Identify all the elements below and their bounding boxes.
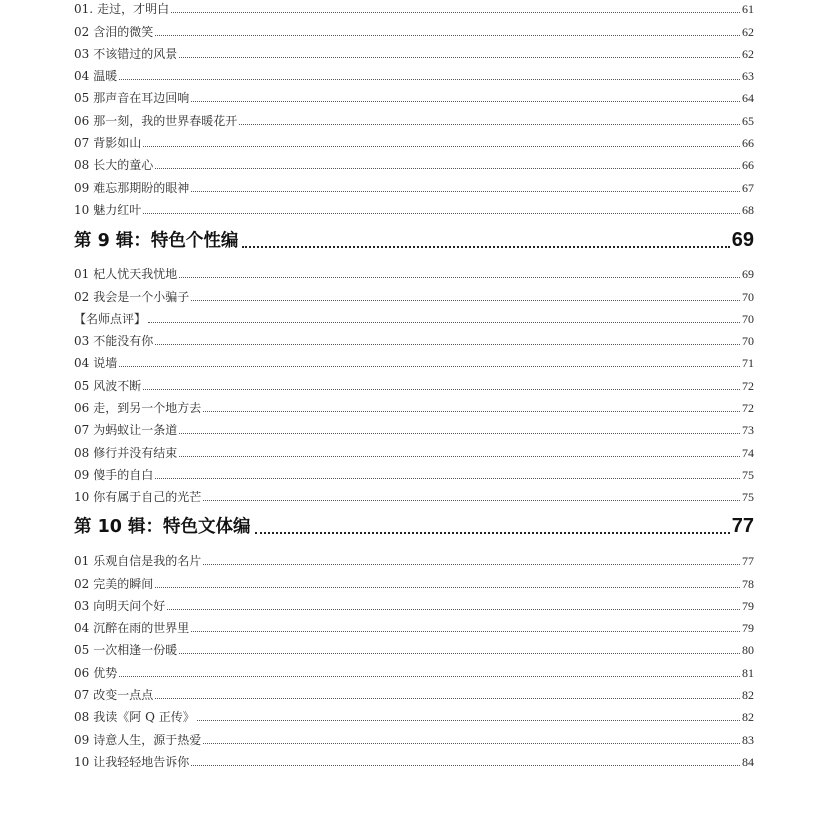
entry-title: 乐观自信是我的名片: [93, 554, 202, 569]
dot-leader: [155, 587, 740, 588]
toc-section-8-entries: [74, 0, 754, 217]
dot-leader: [203, 411, 740, 412]
dot-leader: [155, 478, 740, 479]
entry-title: 为蚂蚁让一条道: [93, 423, 178, 438]
dot-leader: [119, 79, 740, 80]
entry-title: 风波不断: [93, 378, 142, 393]
entry-page: 72: [742, 378, 754, 393]
dot-leader: [143, 146, 740, 147]
entry-title: 优势: [93, 665, 118, 680]
entry-title: 完美的瞬间: [93, 576, 154, 591]
toc-entry[interactable]: [74, 61, 754, 83]
toc-entry[interactable]: [74, 195, 754, 217]
entry-page: 70: [742, 311, 754, 326]
chapter-heading-9[interactable]: [74, 226, 754, 252]
toc-entry[interactable]: [74, 415, 754, 437]
entry-title: 背影如山: [93, 136, 142, 151]
entry-number: 08: [74, 710, 90, 725]
entry-number: 06: [74, 665, 90, 680]
entry-page: 68: [742, 202, 754, 217]
chapter-title: 第 9 辑：特色个性编: [74, 231, 239, 251]
entry-number: 01.: [74, 2, 94, 17]
entry-number: 09: [74, 180, 90, 195]
entry-title: 修行并没有结束: [93, 445, 178, 460]
entry-page: 82: [742, 710, 754, 725]
entry-number: 04: [74, 356, 90, 371]
entry-page: 69: [742, 267, 754, 282]
toc-entry[interactable]: [74, 657, 754, 679]
chapter-heading-10[interactable]: [74, 512, 754, 538]
entry-page: 84: [742, 754, 754, 769]
entry-title: 你有属于自己的光芒: [93, 490, 202, 505]
entry-page: 79: [742, 598, 754, 613]
entry-number: 04: [74, 69, 90, 84]
dot-leader: [255, 532, 730, 534]
dot-leader: [191, 300, 740, 301]
chapter-page: 77: [731, 515, 754, 537]
toc-entry[interactable]: [74, 304, 754, 326]
dot-leader: [155, 698, 740, 699]
entry-title: 我读《阿 Q 正传》: [93, 710, 195, 725]
dot-leader: [179, 456, 740, 457]
entry-page: 83: [742, 732, 754, 747]
entry-title: 不该错过的风景: [93, 46, 178, 61]
toc-entry[interactable]: [74, 724, 754, 746]
entry-page: 74: [742, 445, 754, 460]
entry-title: 走，到另一个地方去: [93, 401, 202, 416]
dot-leader: [197, 720, 740, 721]
dot-leader: [171, 12, 740, 13]
dot-leader: [155, 35, 740, 36]
entry-page: 64: [742, 91, 754, 106]
entry-page: 81: [742, 665, 754, 680]
toc-section-10-entries: [74, 546, 754, 769]
entry-number: 09: [74, 732, 90, 747]
toc-entry[interactable]: [74, 393, 754, 415]
entry-page: 62: [742, 24, 754, 39]
dot-leader: [179, 57, 740, 58]
dot-leader: [191, 765, 740, 766]
toc-entry[interactable]: [74, 613, 754, 635]
toc-entry[interactable]: [74, 0, 754, 16]
entry-title: 【名师点评】: [74, 311, 147, 326]
dot-leader: [179, 433, 740, 434]
toc-entry[interactable]: [74, 326, 754, 348]
entry-number: 03: [74, 598, 90, 613]
entry-page: 82: [742, 688, 754, 703]
dot-leader: [119, 676, 740, 677]
toc-entry[interactable]: [74, 568, 754, 590]
entry-number: 01: [74, 554, 90, 569]
dot-leader: [242, 246, 729, 248]
entry-page: 67: [742, 180, 754, 195]
entry-number: 08: [74, 445, 90, 460]
entry-number: 05: [74, 378, 90, 393]
toc-entry[interactable]: [74, 702, 754, 724]
toc-entry[interactable]: [74, 16, 754, 38]
entry-number: 06: [74, 113, 90, 128]
toc-entry[interactable]: [74, 460, 754, 482]
chapter-page: 69: [731, 229, 754, 251]
chapter-title: 第 10 辑：特色文体编: [74, 517, 251, 537]
toc-entry[interactable]: [74, 39, 754, 61]
dot-leader: [155, 344, 740, 345]
entry-title: 傻手的自白: [93, 467, 154, 482]
toc-entry[interactable]: [74, 150, 754, 172]
entry-page: 61: [742, 2, 754, 17]
entry-number: 05: [74, 643, 90, 658]
dot-leader: [148, 322, 740, 323]
toc-entry[interactable]: [74, 83, 754, 105]
entry-page: 70: [742, 289, 754, 304]
entry-number: 03: [74, 334, 90, 349]
entry-number: 06: [74, 401, 90, 416]
dot-leader: [191, 631, 740, 632]
dot-leader: [119, 366, 740, 367]
entry-number: 07: [74, 688, 90, 703]
entry-title: 向明天问个好: [93, 598, 166, 613]
entry-number: 10: [74, 754, 90, 769]
entry-page: 77: [742, 554, 754, 569]
entry-number: 05: [74, 91, 90, 106]
entry-title: 温暖: [93, 69, 118, 84]
toc-entry[interactable]: [74, 482, 754, 504]
dot-leader: [155, 168, 740, 169]
entry-title: 说墙: [93, 356, 118, 371]
entry-page: 75: [742, 467, 754, 482]
entry-title: 诗意人生，源于热爱: [93, 732, 202, 747]
entry-title: 让我轻轻地告诉你: [93, 754, 190, 769]
entry-page: 72: [742, 401, 754, 416]
dot-leader: [191, 101, 740, 102]
toc-section-9-entries: [74, 259, 754, 504]
entry-page: 71: [742, 356, 754, 371]
entry-number: 04: [74, 621, 90, 636]
entry-title: 魅力红叶: [93, 202, 142, 217]
entry-number: 08: [74, 158, 90, 173]
dot-leader: [179, 277, 740, 278]
toc-entry[interactable]: [74, 437, 754, 459]
entry-page: 73: [742, 423, 754, 438]
entry-number: 03: [74, 46, 90, 61]
dot-leader: [239, 124, 740, 125]
entry-number: 10: [74, 490, 90, 505]
entry-title: 改变一点点: [93, 688, 154, 703]
entry-page: 78: [742, 576, 754, 591]
dot-leader: [203, 564, 740, 565]
toc-entry[interactable]: [74, 348, 754, 370]
entry-page: 70: [742, 334, 754, 349]
toc-entry[interactable]: [74, 172, 754, 194]
entry-title: 那声音在耳边回响: [93, 91, 190, 106]
toc-entry[interactable]: [74, 680, 754, 702]
toc-entry[interactable]: [74, 128, 754, 150]
dot-leader: [191, 191, 740, 192]
toc-entry[interactable]: [74, 370, 754, 392]
entry-title: 难忘那期盼的眼神: [93, 180, 190, 195]
entry-title: 走过，才明白: [97, 2, 170, 17]
entry-page: 65: [742, 113, 754, 128]
entry-page: 75: [742, 490, 754, 505]
entry-number: 07: [74, 136, 90, 151]
entry-title: 杞人忧天我忧地: [93, 267, 178, 282]
entry-number: 01: [74, 267, 90, 282]
entry-page: 66: [742, 158, 754, 173]
dot-leader: [167, 609, 740, 610]
dot-leader: [143, 389, 740, 390]
toc-entry[interactable]: [74, 747, 754, 769]
dot-leader: [143, 213, 740, 214]
toc-entry[interactable]: [74, 281, 754, 303]
dot-leader: [179, 653, 740, 654]
entry-page: 79: [742, 621, 754, 636]
entry-title: 含泪的微笑: [93, 24, 154, 39]
entry-number: 07: [74, 423, 90, 438]
toc-entry[interactable]: [74, 546, 754, 568]
toc-entry[interactable]: [74, 591, 754, 613]
entry-number: 09: [74, 467, 90, 482]
entry-number: 02: [74, 576, 90, 591]
entry-title: 我会是一个小骗子: [93, 289, 190, 304]
entry-title: 那一刻，我的世界春暖花开: [93, 113, 238, 128]
entry-number: 02: [74, 289, 90, 304]
entry-title: 长大的童心: [93, 158, 154, 173]
entry-title: 沉醉在雨的世界里: [93, 621, 190, 636]
entry-page: 62: [742, 46, 754, 61]
toc-entry[interactable]: [74, 259, 754, 281]
entry-page: 63: [742, 69, 754, 84]
entry-title: 一次相逢一份暖: [93, 643, 178, 658]
entry-title: 不能没有你: [93, 334, 154, 349]
dot-leader: [203, 743, 740, 744]
entry-number: 10: [74, 202, 90, 217]
toc-entry[interactable]: [74, 635, 754, 657]
entry-number: 02: [74, 24, 90, 39]
entry-page: 80: [742, 643, 754, 658]
entry-page: 66: [742, 136, 754, 151]
toc-entry[interactable]: [74, 105, 754, 127]
dot-leader: [203, 500, 740, 501]
